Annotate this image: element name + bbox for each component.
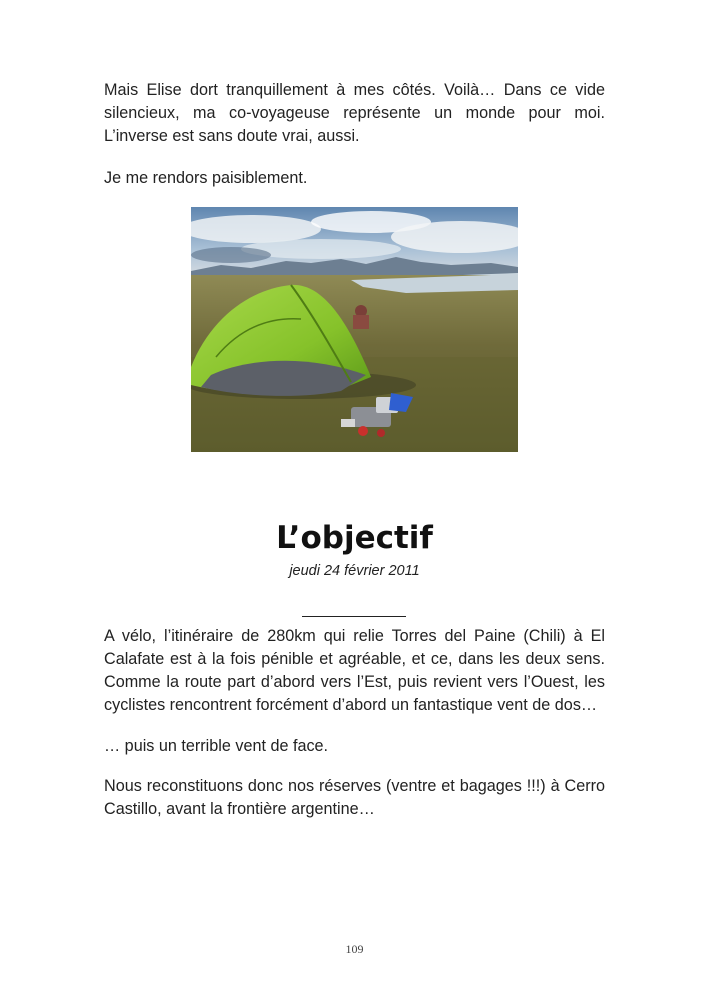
paragraph-reserves: Nous reconstituons donc nos réserves (ventre et bagages !!!) à Cerro Castillo, avant la frontière argentine… bbox=[104, 777, 605, 818]
chapter-separator bbox=[302, 616, 406, 617]
chapter-date: jeudi 24 février 2011 bbox=[289, 563, 420, 579]
paragraph-rendors: Je me rendors paisiblement. bbox=[104, 169, 308, 187]
paragraph-elise: Mais Elise dort tranquillement à mes côtés. Voilà… Dans ce vide silencieux, ma co-voyageuse représente un monde pour moi. L’inverse est sans doute vrai, aussi. bbox=[104, 81, 605, 145]
paragraph-itineraire: A vélo, l’itinéraire de 280km qui relie Torres del Paine (Chili) à El Calafate est à la fois pénible et agréable, et ce, dans les deux sens. Comme la route part d’abord vers l’Est, puis revient vers l’Ouest, les cyclistes rencontrent forcément d’abord un fantastique vent de dos… bbox=[104, 627, 605, 714]
page-number: 109 bbox=[345, 942, 364, 956]
chapter-title: L’objectif bbox=[276, 520, 433, 556]
paragraph-vent-de-face: … puis un terrible vent de face. bbox=[104, 737, 329, 755]
tent-photo bbox=[191, 207, 518, 452]
